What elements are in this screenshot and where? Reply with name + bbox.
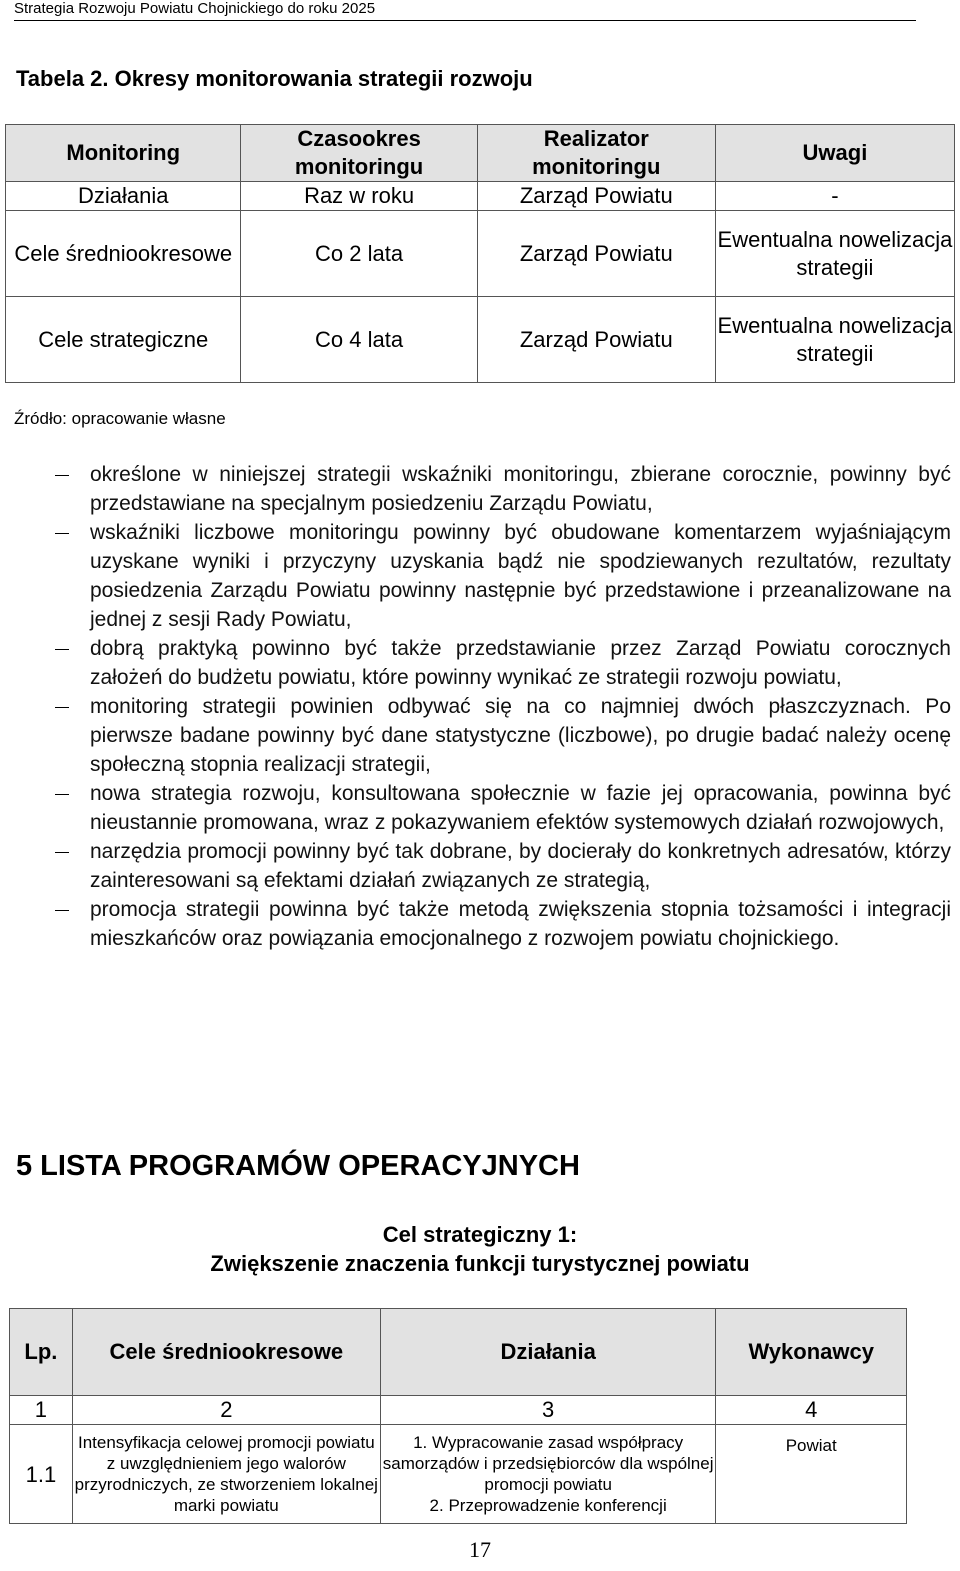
list-item-text: narzędzia promocji powinny być tak dobrane, by docierały do konkretnych adresatów, którzy zainteresowani są efektami działań związanych ze strategią, xyxy=(90,840,951,892)
list-item xyxy=(55,460,951,518)
table-cell: Powiat xyxy=(716,1425,907,1524)
table-cell: 1.1 xyxy=(10,1425,73,1524)
list-item-text: promocja strategii powinna być także metodą zwiększenia stopnia tożsamości i integracji mieszkańców oraz powiązania emocjonalnego z rozwojem powiatu chojnickiego. xyxy=(90,898,951,950)
strategic-goal-title: Zwiększenie znaczenia funkcji turystycznej powiatu xyxy=(210,1251,750,1276)
col-header-executor: Realizator monitoringu xyxy=(477,125,715,182)
table-row xyxy=(6,297,955,383)
list-item xyxy=(55,634,951,692)
list-item xyxy=(55,692,951,779)
action-item: 1. Wypracowanie zasad współpracy samorządów i przedsiębiorców dla wspólnej promocji powiatu xyxy=(382,1433,714,1494)
table-cell: Cele średniookresowe xyxy=(6,211,241,297)
table-header-row xyxy=(6,125,955,182)
table-cell: Zarząd Powiatu xyxy=(477,182,715,211)
column-number-row xyxy=(10,1396,907,1425)
table-cell: Co 2 lata xyxy=(241,211,477,297)
table-cell: 1 xyxy=(10,1396,73,1425)
table-row xyxy=(6,182,955,211)
table-row xyxy=(6,211,955,297)
list-item-text: wskaźniki liczbowe monitoringu powinny być obudowane komentarzem wyjaśniającym uzyskane wyniki i przyczyny uzyskania bądź nie spodziewanych rezultatów, rezultaty posiedzenia Zarządu Powiatu powinny następnie być przedstawione i przeanalizowane na jednej z sesji Rady Powiatu, xyxy=(90,521,951,631)
table-cell: 3 xyxy=(380,1396,716,1425)
running-header: Strategia Rozwoju Powiatu Chojnickiego do roku 2025 xyxy=(14,0,376,17)
operational-programs-table xyxy=(9,1308,907,1524)
table-cell: Ewentualna nowelizacja strategii xyxy=(715,211,954,297)
table-cell: - xyxy=(715,182,954,211)
page-number: 17 xyxy=(469,1537,491,1562)
action-item: 2. Przeprowadzenie konferencji xyxy=(429,1496,667,1515)
list-item-text: określone w niniejszej strategii wskaźniki monitoringu, zbierane corocznie, powinny być przedstawiane na specjalnym posiedzeniu Zarządu Powiatu, xyxy=(90,463,951,515)
table-cell: Działania xyxy=(6,182,241,211)
list-item xyxy=(55,895,951,953)
table-row xyxy=(10,1425,907,1524)
col-header-notes: Uwagi xyxy=(715,125,954,182)
table-cell: Intensyfikacja celowej promocji powiatu z uwzględnieniem jego walorów przyrodniczych, ze stworzeniem lokalnej marki powiatu xyxy=(72,1425,380,1524)
strategic-goal-label: Cel strategiczny 1: xyxy=(382,1222,578,1247)
monitoring-periods-table xyxy=(5,124,955,383)
col-header-actions: Działania xyxy=(380,1309,716,1396)
col-header-period: Czasookres monitoringu xyxy=(241,125,477,182)
list-item xyxy=(55,837,951,895)
list-item xyxy=(55,779,951,837)
list-item-text: dobrą praktyką powinno być także przedstawianie przez Zarząd Powiatu corocznych założeń do budżetu powiatu, które powinny wynikać ze strategii rozwoju powiatu, xyxy=(90,637,951,689)
col-header-executors: Wykonawcy xyxy=(716,1309,907,1396)
col-header-monitoring: Monitoring xyxy=(6,125,241,182)
table-cell: Cele strategiczne xyxy=(6,297,241,383)
table-cell: 2 xyxy=(72,1396,380,1425)
bullet-list xyxy=(55,460,951,953)
table-cell: 4 xyxy=(716,1396,907,1425)
table-cell: Zarząd Powiatu xyxy=(477,297,715,383)
col-header-lp: Lp. xyxy=(10,1309,73,1396)
table-cell: Ewentualna nowelizacja strategii xyxy=(715,297,954,383)
table-2-caption: Tabela 2. Okresy monitorowania strategii rozwoju xyxy=(16,66,533,91)
table-cell: Co 4 lata xyxy=(241,297,477,383)
list-item-text: monitoring strategii powinien odbywać się na co najmniej dwóch płaszczyznach. Po pierwsze badane powinny być dane statystyczne (liczbowe), po drugie badać należy ocenę społeczną stopnia realizacji strategii, xyxy=(90,695,951,776)
table-cell: Zarząd Powiatu xyxy=(477,211,715,297)
table-cell xyxy=(380,1425,716,1524)
section-heading: 5 LISTA PROGRAMÓW OPERACYJNYCH xyxy=(16,1150,580,1182)
list-item-text: nowa strategia rozwoju, konsultowana społecznie w fazie jej opracowania, powinna być nieustannie promowana, wraz z pokazywaniem efektów systemowych działań rozwojowych, xyxy=(90,782,951,834)
list-item xyxy=(55,518,951,634)
table-header-row xyxy=(10,1309,907,1396)
col-header-goals: Cele średniookresowe xyxy=(72,1309,380,1396)
table-source-note: Źródło: opracowanie własne xyxy=(14,409,226,428)
header-rule xyxy=(14,20,916,21)
table-cell: Raz w roku xyxy=(241,182,477,211)
